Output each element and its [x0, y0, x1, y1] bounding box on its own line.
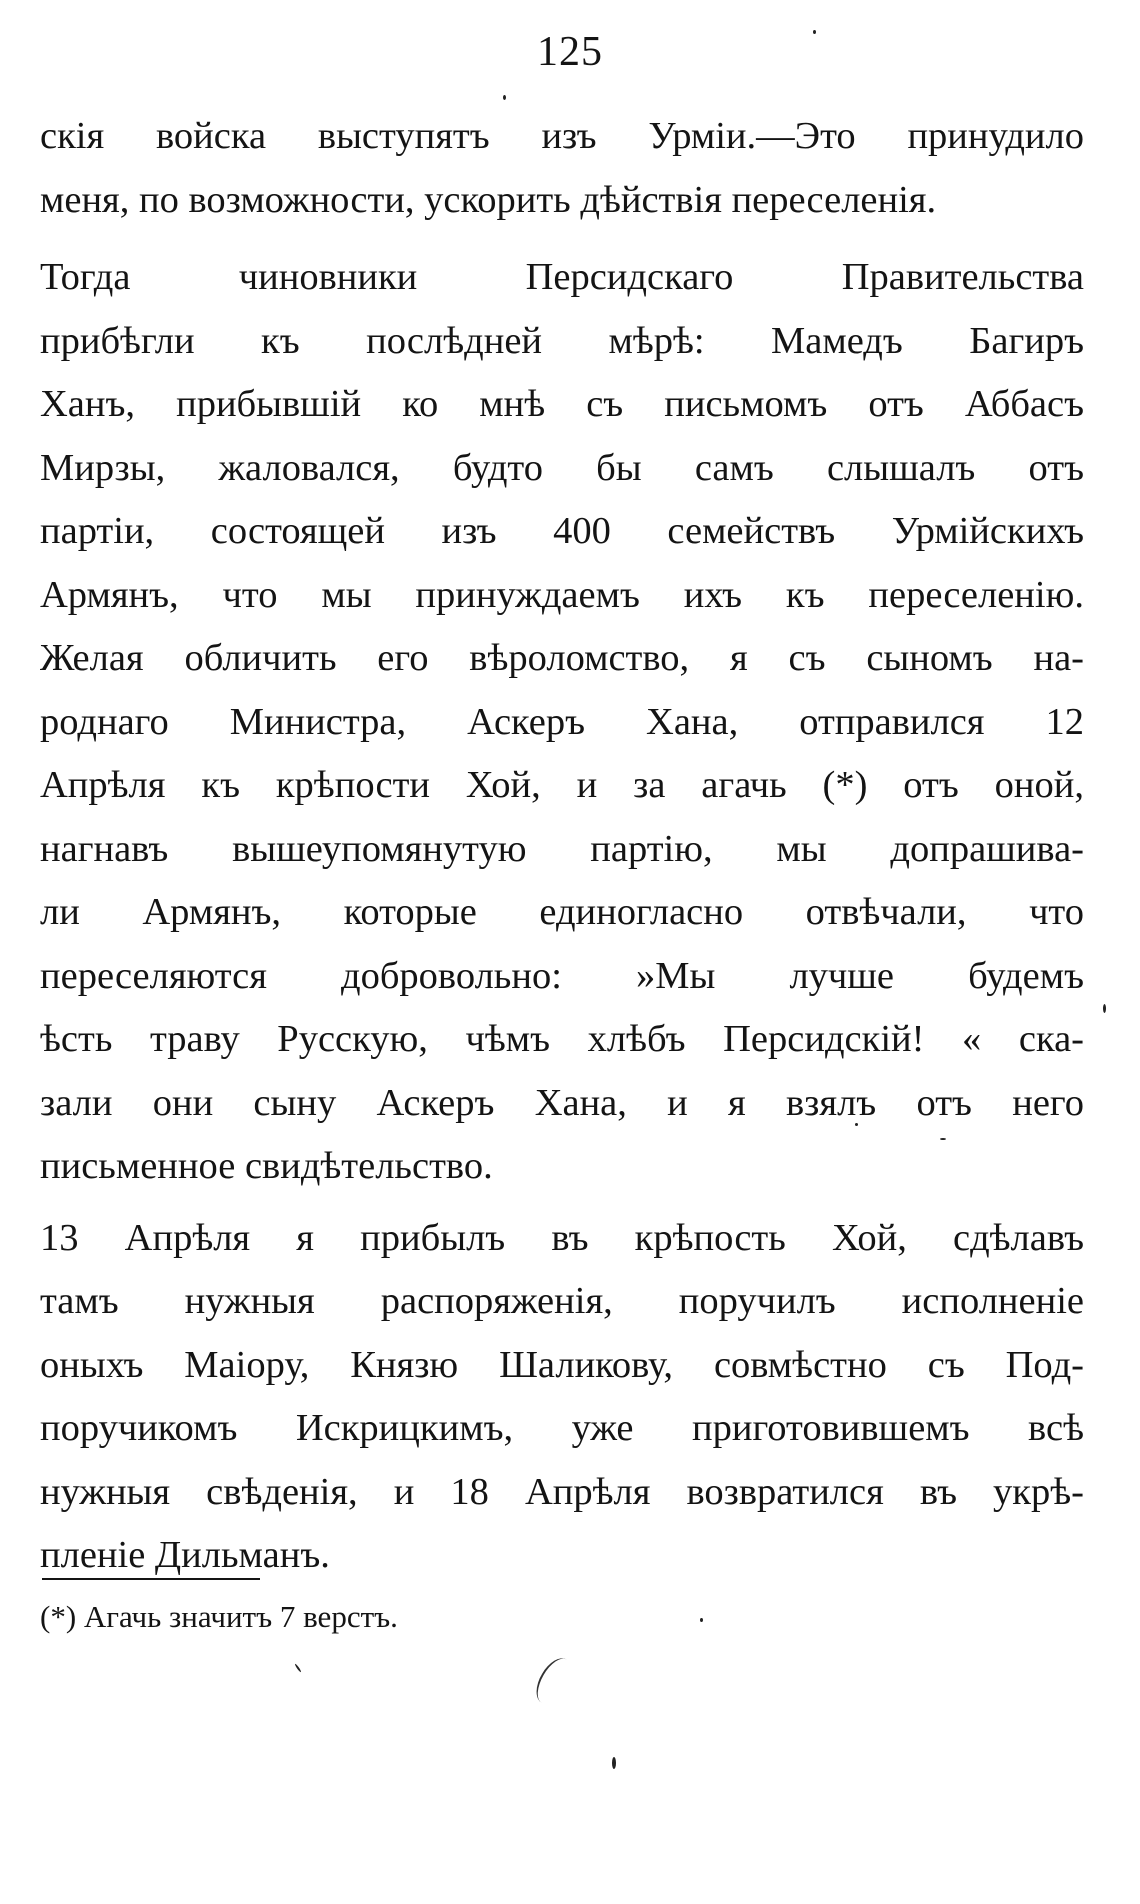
scan-speck	[855, 1123, 858, 1126]
text-line: Мирзы, жаловался, будто бы самъ слышалъ отъ	[40, 446, 1084, 489]
paragraph-1	[40, 105, 1084, 232]
text-line: переселяются добровольно: »Мы лучше будемъ	[40, 954, 1084, 997]
paragraph-3	[40, 1207, 1084, 1588]
text-line: пленіе Дильманъ.	[40, 1534, 330, 1576]
scan-speck	[294, 1663, 301, 1672]
text-line: Тогда чиновники Персидскаго Правительства	[40, 256, 1084, 298]
text-line: меня, по возможности, ускорить дѣйствія переселенія.	[40, 178, 937, 221]
text-line: письменное свидѣтельство.	[40, 1145, 493, 1187]
scan-speck	[940, 1138, 946, 1140]
body-text	[40, 105, 1084, 1588]
text-line: тамъ нужныя распоряженія, поручилъ исполненіе	[40, 1280, 1084, 1322]
text-line: Ханъ, прибывшій ко мнѣ съ письмомъ отъ Аббасъ	[40, 383, 1084, 425]
text-line: роднаго Министра, Аскеръ Хана, отправился 12	[40, 700, 1084, 743]
scan-speck	[503, 95, 506, 100]
text-line: Апрѣля къ крѣпости Хой, и за агачь (*) отъ оной,	[40, 764, 1084, 806]
text-line: зали они сыну Аскеръ Хана, и я взялъ отъ него	[40, 1081, 1084, 1124]
text-line: ѣсть траву Русскую, чѣмъ хлѣбъ Персидскій! « ска-	[40, 1018, 1084, 1060]
text-line: прибѣгли къ послѣдней мѣрѣ: Мамедъ Багиръ	[40, 319, 1084, 362]
scan-speck	[813, 30, 816, 34]
footnote: (*) Агачь значитъ 7 верстъ.	[40, 1599, 398, 1634]
scan-speck	[700, 1618, 703, 1622]
text-line: оныхъ Маіору, Князю Шаликову, совмѣстно съ Под-	[40, 1343, 1084, 1386]
paragraph-2	[40, 246, 1084, 1199]
scan-mark	[529, 1652, 578, 1709]
scan-speck	[612, 1757, 616, 1769]
footnote-rule	[42, 1578, 260, 1580]
text-line: нагнавъ вышеупомянутую партію, мы допрашива-	[40, 827, 1084, 870]
text-line: скія войска выступятъ изъ Урміи.—Это принудило	[40, 115, 1084, 157]
text-line: ли Армянъ, которые единогласно отвѣчали, что	[40, 891, 1084, 933]
page-number: 125	[537, 29, 603, 75]
text-line: Желая обличить его вѣроломство, я съ сыномъ на-	[40, 637, 1084, 679]
text-line: нужныя свѣденія, и 18 Апрѣля возвратился въ укрѣ-	[40, 1470, 1084, 1513]
text-line: поручикомъ Искрицкимъ, уже приготовившемъ всѣ	[40, 1407, 1084, 1449]
scan-speck	[1103, 1004, 1106, 1013]
text-line: партіи, состоящей изъ 400 семействъ Урмійскихъ	[40, 510, 1084, 552]
text-line: Армянъ, что мы принуждаемъ ихъ къ переселенію.	[40, 573, 1084, 616]
text-line: 13 Апрѣля я прибылъ въ крѣпость Хой, сдѣлавъ	[40, 1216, 1084, 1259]
